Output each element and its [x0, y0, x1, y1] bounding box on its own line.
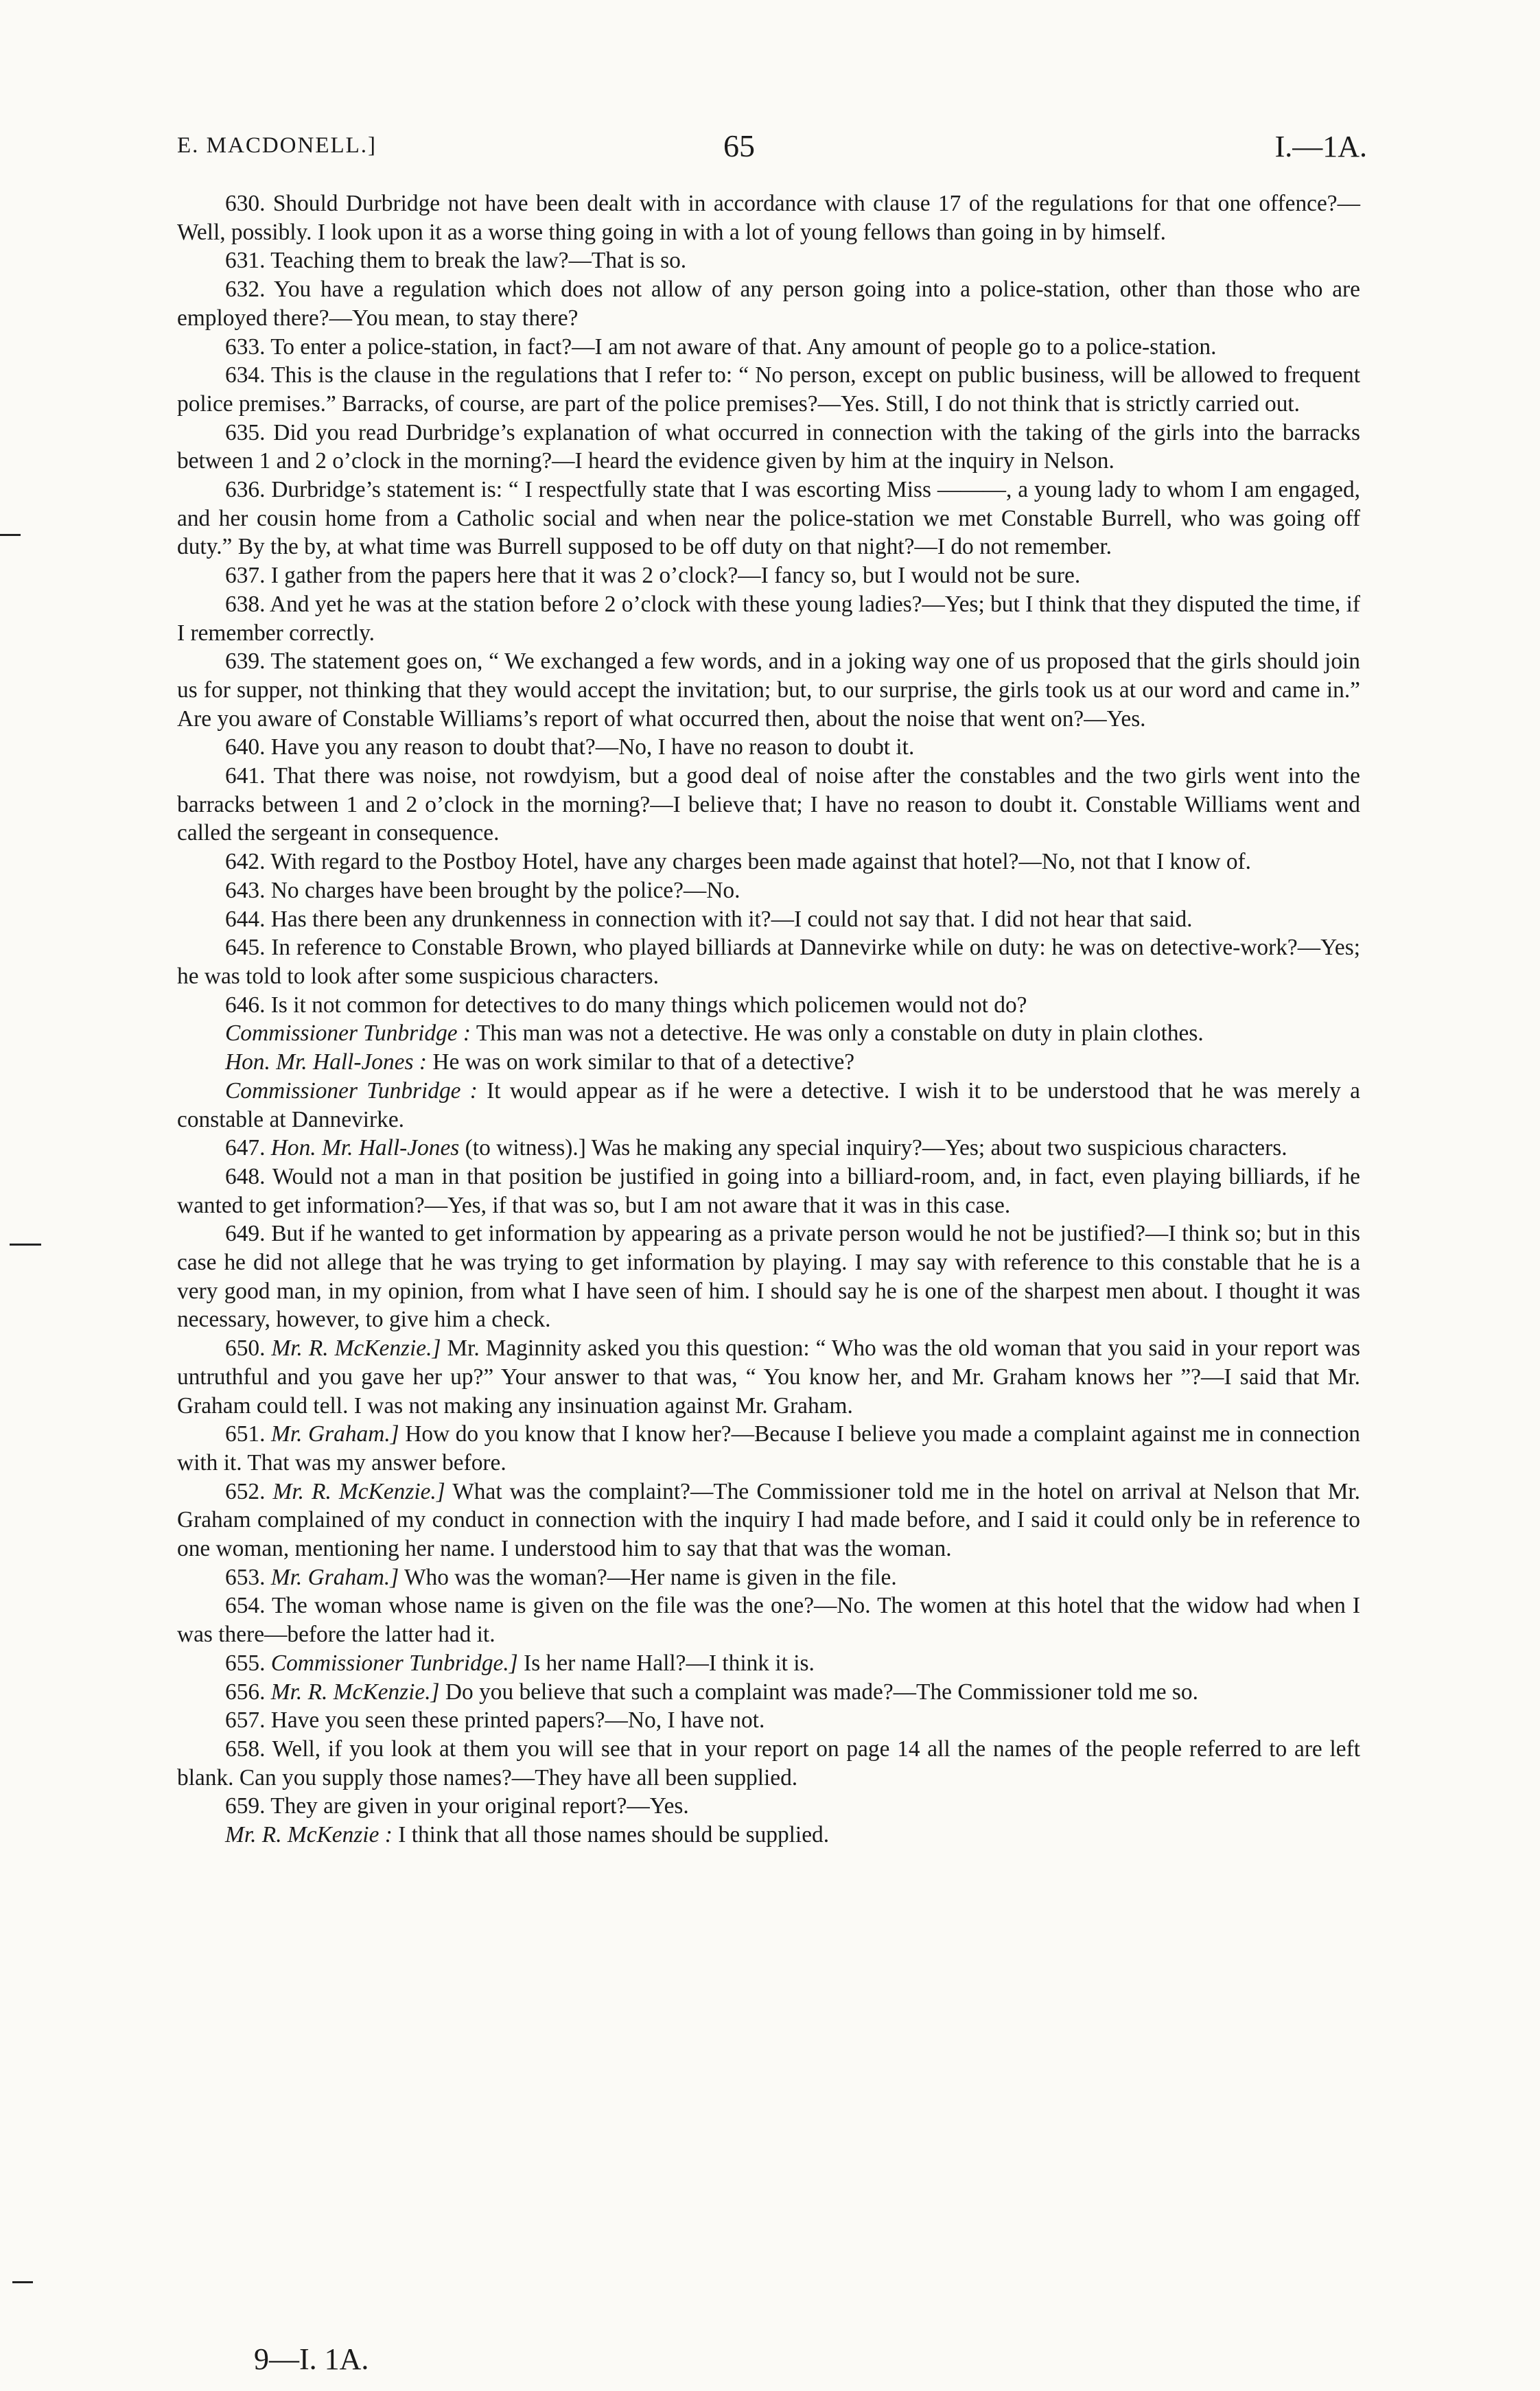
speaker-name: Mr. Graham.] [271, 1421, 399, 1447]
paragraph-text: This man was not a detective. He was only a constable on duty in plain clothes. [476, 1020, 1204, 1047]
qa-paragraph [177, 1706, 1360, 1735]
speaker-name: Commissioner Tunbridge : [225, 1020, 471, 1047]
question-number: 659. [225, 1793, 266, 1819]
paragraph-text: You have a regulation which does not allow of any person going into a police-station, other than those who are employed there?—You mean, to stay there? [177, 277, 1360, 331]
margin-mark [12, 2281, 33, 2283]
question-number: 657. [225, 1707, 266, 1734]
qa-paragraph [177, 905, 1360, 934]
paragraph-text: The statement goes on, “ We exchanged a few words, and in a joking way one of us proposed that the girls should join us for supper, not thinking that they would accept the invitation; but, to our surprise, the girls took us at our word and came in.” Are you aware of Constable Williams’s report of what occurred then, about the noise that went on?—Yes. [177, 649, 1360, 732]
paragraph-text: This is the clause in the regulations that I refer to: “ No person, except on public business, will be allowed to frequent police premises.” Barracks, of course, are part of the police premises?—Yes. Still, I do not think that is strictly carried out. [177, 362, 1361, 417]
speaker-name: Hon. Mr. Hall-Jones : [225, 1049, 427, 1075]
qa-paragraph [177, 1478, 1360, 1563]
paragraph-text: But if he wanted to get information by appearing as a private person would he not be justified?—I think so; but in this case he did not allege that he was trying to get information by playing. I may say with reference to this constable that he is a very good man, in my opinion, from what I have seen of him. I should say he is one of the sharpest men about. I thought it was necessary, however, to give him a check. [177, 1221, 1361, 1333]
speaker-name: Commissioner Tunbridge.] [270, 1650, 518, 1676]
question-number: 632. [225, 277, 266, 303]
qa-paragraph [177, 1678, 1360, 1707]
paper-reference: I.—1A. [1274, 130, 1367, 163]
question-number: 642. [225, 849, 266, 875]
speaker-name: Mr. R. McKenzie.] [270, 1679, 440, 1705]
speaker-name: Mr. R. McKenzie.] [272, 1478, 445, 1504]
question-number: 640. [225, 734, 266, 760]
question-number: 636. [225, 477, 266, 503]
qa-paragraph [177, 1563, 1360, 1592]
paragraph-text: (to witness).] Was he making any special inquiry?—Yes; about two suspicious characters. [465, 1135, 1287, 1161]
paragraph-text: No charges have been brought by the police?—No. [270, 877, 740, 903]
speaker-name: Mr. Graham.] [270, 1564, 399, 1590]
qa-paragraph [177, 1019, 1360, 1048]
page-body [177, 189, 1360, 1850]
paragraph-text: Have you seen these printed papers?—No, I have not. [270, 1707, 765, 1734]
page-footer-signature: 9—I. 1A. [254, 2342, 369, 2376]
qa-paragraph [177, 1649, 1360, 1678]
margin-mark [10, 1244, 41, 1246]
qa-paragraph [177, 1591, 1360, 1648]
speaker-name: Commissioner Tunbridge : [225, 1077, 478, 1104]
qa-paragraph [177, 590, 1360, 647]
qa-paragraph [177, 1735, 1360, 1792]
question-number: 638. [225, 591, 266, 617]
question-number: 639. [225, 649, 266, 675]
qa-paragraph [177, 1220, 1360, 1334]
qa-paragraph [177, 476, 1360, 561]
question-number: 648. [225, 1163, 266, 1189]
qa-paragraph [177, 246, 1360, 275]
question-number: 646. [225, 992, 266, 1018]
qa-paragraph [177, 762, 1360, 848]
paragraph-text: Who was the woman?—Her name is given in the file. [404, 1564, 897, 1590]
paragraph-text: Should Durbridge not have been dealt with in accordance with clause 17 of the regulations for that one offence?—Well, possibly. I look upon it as a worse thing going in with a lot of young fellows than going in by himself. [177, 191, 1360, 245]
qa-paragraph [177, 361, 1360, 418]
paragraph-text: He was on work similar to that of a detective? [432, 1049, 855, 1075]
question-number: 631. [225, 248, 266, 274]
question-number: 658. [225, 1736, 266, 1762]
paragraph-text: That there was noise, not rowdyism, but a good deal of noise after the constables and the two girls went into the barracks between 1 and 2 o’clock in the morning?—I believe that; I have no reason to doubt it. Constable Williams went and called the sergeant in consequence. [177, 763, 1360, 846]
page-header [177, 128, 1367, 169]
paragraph-text: The woman whose name is given on the file was the one?—No. The women at this hotel that the widow had when I was there—before the latter had it. [177, 1593, 1361, 1648]
question-number: 645. [225, 935, 266, 961]
paragraph-text: Is her name Hall?—I think it is. [524, 1650, 815, 1676]
header-witness-name: E. MACDONELL.] [177, 133, 377, 158]
question-number: 653. [225, 1564, 266, 1590]
qa-paragraph [177, 1420, 1360, 1477]
question-number: 643. [225, 877, 266, 903]
paragraph-text: What was the complaint?—The Commissioner told me in the hotel on arrival at Nelson that Mr. Graham complained of my conduct in connection with the inquiry I had made before, and I said it could only be in reference to one woman, mentioning her name. I understood him to say that that was the woman. [177, 1478, 1361, 1562]
paragraph-text: Would not a man in that position be justified in going into a billiard-room, and, in fact, even playing billiards, if he wanted to get information?—Yes, if that was so, but I am not aware that it was in this case. [177, 1163, 1360, 1218]
question-number: 650. [225, 1336, 266, 1362]
question-number: 630. [225, 191, 266, 216]
qa-paragraph [177, 333, 1360, 362]
paragraph-text: And yet he was at the station before 2 o’clock with these young ladies?—Yes; but I think that they disputed the time, if I remember correctly. [177, 591, 1360, 646]
question-number: 641. [225, 763, 266, 789]
speaker-name: Mr. R. McKenzie : [225, 1822, 393, 1848]
qa-paragraph [177, 1134, 1360, 1163]
qa-paragraph [177, 991, 1360, 1020]
question-number: 633. [225, 334, 266, 360]
qa-paragraph [177, 189, 1360, 246]
page-number: 65 [723, 128, 755, 163]
qa-paragraph [177, 733, 1360, 762]
question-number: 634. [225, 362, 266, 388]
qa-paragraph [177, 561, 1360, 590]
paragraph-text: Is it not common for detectives to do many things which policemen would not do? [270, 992, 1027, 1018]
qa-paragraph [177, 275, 1360, 332]
question-number: 649. [225, 1221, 266, 1247]
question-number: 635. [225, 419, 266, 445]
paragraph-text: With regard to the Postboy Hotel, have any charges been made against that hotel?—No, not that I know of. [270, 849, 1252, 875]
paragraph-text: I think that all those names should be supplied. [398, 1822, 830, 1848]
qa-paragraph [177, 1163, 1360, 1220]
paragraph-text: Have you any reason to doubt that?—No, I have no reason to doubt it. [270, 734, 915, 760]
paragraph-text: Has there been any drunkenness in connection with it?—I could not say that. I did not hear that said. [270, 906, 1193, 932]
qa-paragraph [177, 876, 1360, 905]
paragraph-text: To enter a police-station, in fact?—I am not aware of that. Any amount of people go to a police-station. [270, 334, 1217, 360]
question-number: 656. [225, 1679, 266, 1705]
qa-paragraph [177, 848, 1360, 876]
question-number: 652. [225, 1478, 266, 1504]
paragraph-text: Mr. Maginnity asked you this question: “ Who was the old woman that you said in your report was untruthful and you gave her up?” Your answer to that was, “ You know her, and Mr. Graham knows her ”?—I said that Mr. Graham could tell. I was not making any insinuation against Mr. Graham. [177, 1336, 1361, 1419]
paragraph-text: They are given in your original report?—Yes. [270, 1793, 689, 1819]
question-number: 647. [225, 1135, 266, 1161]
question-number: 654. [225, 1593, 266, 1619]
qa-paragraph [177, 1077, 1360, 1134]
question-number: 644. [225, 906, 266, 932]
qa-paragraph [177, 1048, 1360, 1077]
question-number: 651. [225, 1421, 266, 1447]
qa-paragraph [177, 1334, 1360, 1420]
qa-paragraph [177, 647, 1360, 733]
question-number: 655. [225, 1650, 266, 1676]
qa-paragraph [177, 933, 1360, 990]
speaker-name: Hon. Mr. Hall-Jones [270, 1135, 460, 1161]
paragraph-text: Durbridge’s statement is: “ I respectfully state that I was escorting Miss ———, a young lady to whom I am engaged, and her cousin home from a Catholic social and when near the police-station we met Constable Burrell, who was going off duty.” By the by, at what time was Burrell supposed to be off duty on that night?—I do not remember. [177, 477, 1360, 560]
qa-paragraph [177, 419, 1360, 476]
paragraph-text: It would appear as if he were a detective. I wish it to be understood that he was merely a constable at Dannevirke. [177, 1077, 1360, 1132]
paragraph-text: I gather from the papers here that it was 2 o’clock?—I fancy so, but I would not be sure. [270, 563, 1081, 589]
question-number: 637. [225, 563, 266, 589]
paragraph-text: How do you know that I know her?—Because I believe you made a complaint against me in connection with it. That was my answer before. [177, 1421, 1360, 1476]
paragraph-text: Teaching them to break the law?—That is so. [270, 248, 687, 274]
paragraph-text: Well, if you look at them you will see that in your report on page 14 all the names of the people referred to are left blank. Can you supply those names?—They have all been supplied. [177, 1736, 1360, 1791]
speaker-name: Mr. R. McKenzie.] [271, 1336, 441, 1362]
paragraph-text: Do you believe that such a complaint was made?—The Commissioner told me so. [445, 1679, 1198, 1705]
paragraph-text: Did you read Durbridge’s explanation of what occurred in connection with the taking of the girls into the barracks between 1 and 2 o’clock in the morning?—I heard the evidence given by him at the inquiry in Nelson. [177, 419, 1360, 474]
qa-paragraph [177, 1792, 1360, 1821]
margin-mark [0, 534, 21, 536]
qa-paragraph [177, 1821, 1360, 1850]
paragraph-text: In reference to Constable Brown, who played billiards at Dannevirke while on duty: he was on detective-work?—Yes; he was told to look after some suspicious characters. [177, 935, 1360, 989]
